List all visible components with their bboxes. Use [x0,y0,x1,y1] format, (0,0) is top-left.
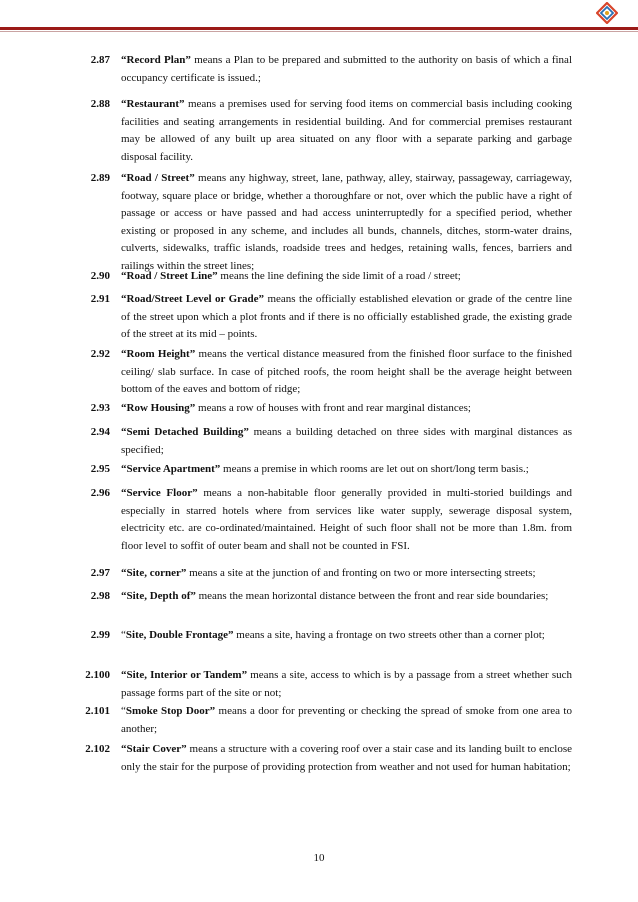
open-quote: “ [121,629,126,641]
definition-text [121,346,572,399]
defined-term: “Road / Street” [121,172,195,184]
definition-text [121,565,572,583]
definition-text [121,96,572,166]
clause-number: 2.93 [90,402,110,414]
definition-description: means a Plan to be prepared and submitted to the authority on basis of which a final occupancy certificate is issued.; [121,54,572,84]
definition-description: means a door for preventing or checking the spread of smoke from one area to another; [121,705,572,735]
definition-description: means a structure with a covering roof over a stair case and its landing built to enclose only the stair for the purpose of providing protection from weather and not used for human habitation; [121,743,572,773]
defined-term: “Room Height” [121,348,196,360]
clause-number: 2.97 [90,567,110,579]
defined-term: Smoke Stop Door” [125,705,216,717]
clause-number: 2.89 [90,172,110,184]
definition-text [121,588,572,606]
definition-text [121,170,572,275]
definition-description: means any highway, street, lane, pathway, alley, stairway, passageway, carriageway, footway, square place or bridge, whether a thoroughfare or not, over which the public have a right of passage or access or have passed and had access uninterruptedly for a specified period, whether existing or proposed in any scheme, and includes all bunds, channels, ditches, storm-water drains, culverts, sidewalks, traffic islands, roadside trees and hedges, retaining walls, fences, barriers and railings within the street lines; [121,172,573,272]
definition-text [121,667,572,702]
definition-text [121,461,572,479]
definition-description: means a site, access to which is by a passage from a street whether such passage forms part of the site or not; [121,669,572,699]
defined-term: Site, Double Frontage” [125,629,234,641]
clause-number: 2.101 [85,705,110,717]
definition-description: means the mean horizontal distance between the front and rear side boundaries; [195,590,549,602]
defined-term: “Semi Detached Building” [121,426,249,438]
defined-term: “Restaurant” [121,98,185,110]
defined-term: “Road/Street Level or Grade” [121,293,265,305]
header-rule [0,27,638,30]
definition-description: means a non-habitable floor generally provided in multi-storied buildings and especially in starred hotels where from services like water supply, sewerage disposal system, electricity etc. are co-ordinated/maintained. Height of such floor shall not be more than 1.8m. from floor level to soffit of outer beam and shall not be counted in FSI. [121,487,572,552]
header-rule-shadow [0,31,638,32]
defined-term: “Record Plan” [121,54,191,66]
clause-number: 2.88 [90,98,110,110]
definition-description: means the officially established elevation or grade of the centre line of the street upon which a plot fronts and if there is no officially established grade, the existing grade of the street at its mid – points. [121,293,573,340]
definition-text [121,291,572,344]
definition-text [121,268,572,286]
defined-term: “Site, Depth of” [121,590,196,602]
definition-description: means a site at the junction of and fronting on two or more intersecting streets; [186,567,536,579]
diamond-logo-icon [596,2,618,24]
clause-number: 2.102 [85,743,110,755]
definition-text [121,703,572,738]
definition-description: means a premise in which rooms are let out on short/long term basis.; [220,463,529,475]
clause-number: 2.94 [90,426,110,438]
clause-number: 2.90 [90,270,110,282]
defined-term: “Stair Cover” [121,743,187,755]
definition-text [121,741,572,776]
defined-term: “Row Housing” [121,402,196,414]
open-quote: “ [121,705,126,717]
definition-description: means a site, having a frontage on two streets other than a corner plot; [233,629,545,641]
defined-term: “Site, Interior or Tandem” [121,669,248,681]
clause-number: 2.95 [90,463,110,475]
definition-description: means a building detached on three sides with marginal distances as specified; [121,426,572,456]
definition-description: means a row of houses with front and rear marginal distances; [195,402,471,414]
defined-term: “Road / Street Line” [121,270,218,282]
defined-term: “Service Floor” [121,487,198,499]
defined-term: “Site, corner” [121,567,187,579]
definition-text [121,485,572,555]
clause-number: 2.98 [90,590,110,602]
definition-description: means the vertical distance measured from the finished floor surface to the finished ceiling/ slab surface. In case of pitched roofs, the room height shall be the average height between bottom of the eaves and bottom of ridge; [121,348,572,395]
definition-description: means a premises used for serving food items on commercial basis including cooking facilities and seating arrangements in residential building. And for commercial premises restaurant may be allowed of any built up area situated on any floor with a separate parking and garbage disposal facility. [121,98,572,163]
clause-number: 2.91 [90,293,110,305]
defined-term: “Service Apartment” [121,463,221,475]
definition-text [121,424,572,459]
clause-number: 2.92 [90,348,110,360]
page-number: 10 [313,852,325,864]
definition-text [121,52,572,87]
clause-number: 2.96 [90,487,110,499]
clause-number: 2.100 [85,669,110,681]
definition-text [121,627,572,645]
clause-number: 2.87 [90,54,110,66]
definition-description: means the line defining the side limit of a road / street; [217,270,461,282]
clause-number: 2.99 [90,629,110,641]
definition-text [121,400,572,418]
